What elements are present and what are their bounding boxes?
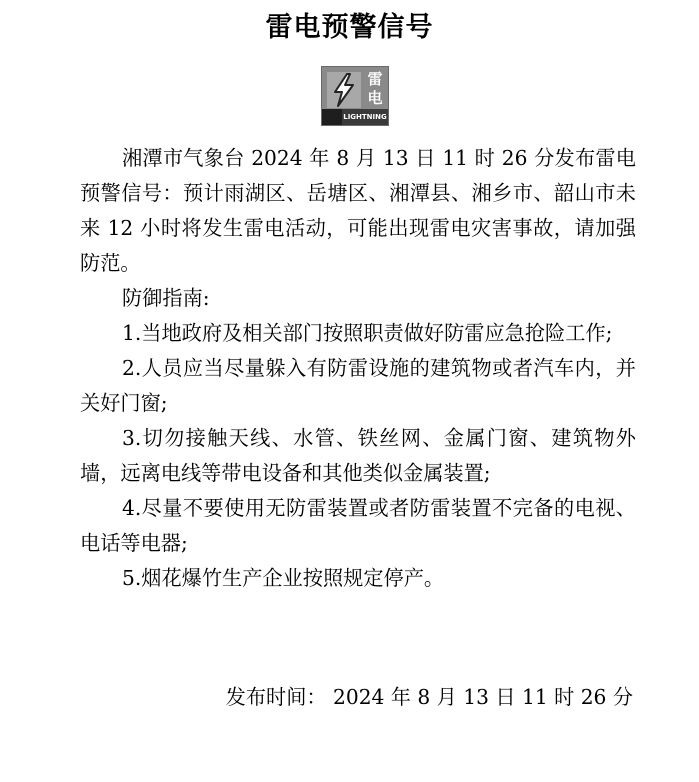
intro-paragraph: 湘潭市气象台 2024 年 8 月 13 日 11 时 26 分发布雷电预警信号：预计雨湖区、岳塘区、湘潭县、湘乡市、韶山市未来 12 小时将发生雷电活动，可能出现雷电灾害事故，请加强防范。: [80, 146, 636, 275]
icon-strip-block: [322, 109, 342, 125]
document-title: 雷电预警信号: [265, 12, 434, 43]
icon-label: LIGHTNING: [343, 113, 387, 121]
guide-item-2: 2.人员应当尽量躲入有防雷设施的建筑物或者汽车内，并关好门窗;: [80, 356, 636, 415]
guide-item-3: 3.切勿接触天线、水管、铁丝网、金属门窗、建筑物外墙，远离电线等带电设备和其他类似金属装置;: [80, 426, 636, 485]
icon-characters: [364, 70, 386, 108]
guide-item-1: 1.当地政府及相关部门按照职责做好防雷应急抢险工作;: [122, 321, 613, 345]
icon-label-strip: [322, 109, 388, 125]
guide-heading: 防御指南:: [122, 286, 210, 310]
guide-item-4: 4.尽量不要使用无防雷装置或者防雷装置不完备的电视、电话等电器;: [80, 496, 636, 555]
icon-char-dian: 电: [367, 89, 383, 107]
guide-item-5: 5.烟花爆竹生产企业按照规定停产。: [122, 566, 445, 590]
icon-char-lei: 雷: [367, 70, 383, 88]
release-time: 发布时间： 2024 年 8 月 13 日 11 时 26 分: [225, 685, 633, 709]
lightning-warning-icon: [321, 66, 389, 126]
document-body: [80, 141, 636, 596]
lightning-bolt-icon: [327, 72, 361, 108]
